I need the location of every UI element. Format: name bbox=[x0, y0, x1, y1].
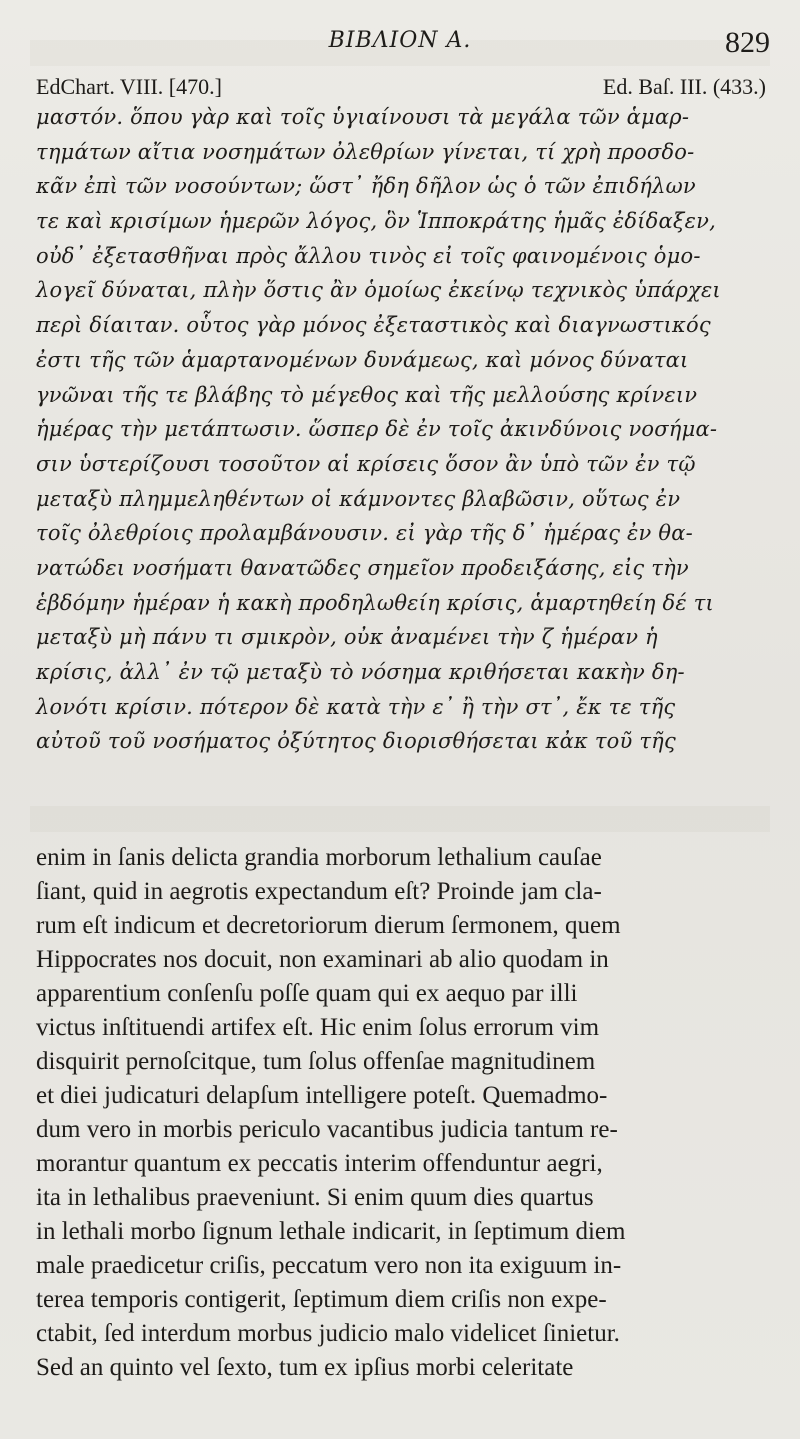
greek-line: μαστόν. ὅπου γὰρ καὶ τοῖς ὑγιαίνουσι τὰ μεγάλα τῶν ἁμαρ- bbox=[36, 105, 690, 129]
latin-line: male praedicetur criſis, peccatum vero non ita exiguum in- bbox=[36, 1252, 622, 1279]
page-number: 829 bbox=[725, 26, 770, 59]
latin-line: ita in lethalibus praeveniunt. Si enim quum dies quartus bbox=[36, 1184, 594, 1211]
greek-line: τε καὶ κρισίμων ἡμερῶν λόγος, ὃν Ἱπποκράτης ἡμᾶς ἐδίδαξεν, bbox=[36, 209, 716, 234]
greek-line: λογεῖ δύναται, πλὴν ὅστις ἂν ὁμοίως ἐκείνῳ τεχνικὸς ὑπάρχει bbox=[36, 278, 721, 303]
latin-line: Sed an quinto vel ſexto, tum ex ipſius morbi celeritate bbox=[36, 1354, 574, 1381]
latin-line: dum vero in morbis periculo vacantibus judicia tantum re- bbox=[36, 1116, 618, 1143]
greek-line: λονότι κρίσιν. πότερον δὲ κατὰ τὴν ε᾽ ἢ τὴν στ᾽, ἔκ τε τῆς bbox=[36, 694, 676, 719]
latin-line: in lethali morbo ſignum lethale indicarit, in ſeptimum diem bbox=[36, 1218, 626, 1245]
latin-line: et diei judicaturi delapſum intelligere poteſt. Quemadmo- bbox=[36, 1082, 608, 1109]
latin-line: ctabit, ſed interdum morbus judicio malo videlicet ſinietur. bbox=[36, 1320, 620, 1347]
latin-line: Hippocrates nos docuit, non examinari ab alio quodam in bbox=[36, 946, 609, 973]
latin-line: apparentium conſenſu poſſe quam qui ex aequo par illi bbox=[36, 980, 578, 1007]
latin-line: victus inſtituendi artifex eſt. Hic enim ſolus errorum vim bbox=[36, 1014, 600, 1041]
edition-reference-chartier: EdChart. VIII. [470.] bbox=[36, 74, 222, 99]
greek-line: γνῶναι τῆς τε βλάβης τὸ μέγεθος καὶ τῆς μελλούσης κρίνειν bbox=[36, 382, 698, 407]
greek-line: μεταξὺ πλημμεληθέντων οἱ κάμνοντες βλαβῶσιν, οὕτως ἐν bbox=[36, 486, 681, 511]
greek-line: ἡμέρας τὴν μετάπτωσιν. ὥσπερ δὲ ἐν τοῖς ἀκινδύνοις νοσήμα- bbox=[36, 417, 718, 442]
running-head-title: ΒΙΒΛΙΟΝ Α. bbox=[328, 28, 472, 53]
latin-line: rum eſt indicum et decretoriorum dierum ſermonem, quem bbox=[36, 912, 621, 939]
greek-line: κᾶν ἐπὶ τῶν νοσούντων; ὥστ᾽ ἤδη δῆλον ὡς ὁ τῶν ἐπιδήλων bbox=[36, 174, 696, 199]
greek-line: νατώδει νοσήματι θανατῶδες σημεῖον προδειξάσης, εἰς τὴν bbox=[36, 555, 689, 580]
greek-text-block bbox=[36, 100, 766, 759]
latin-line: terea temporis contigerit, ſeptimum diem criſis non expe- bbox=[36, 1286, 607, 1313]
greek-line: σιν ὑστερίζουσι τοσοῦτον αἱ κρίσεις ὅσον ἂν ὑπὸ τῶν ἐν τῷ bbox=[36, 451, 696, 476]
show-through-band bbox=[30, 806, 770, 832]
latin-line: enim in ſanis delicta grandia morborum lethalium cauſae bbox=[36, 844, 602, 871]
latin-text-block bbox=[36, 841, 766, 1385]
greek-line: τημάτων αἴτια νοσημάτων ὀλεθρίων γίνεται, τί χρὴ προσδο- bbox=[36, 139, 695, 164]
greek-line: ἐστι τῆς τῶν ἁμαρτανομένων δυνάμεως, καὶ μόνος δύναται bbox=[36, 347, 689, 372]
greek-line: ἑβδόμην ἡμέραν ἡ κακὴ προδηλωθείη κρίσις, ἁμαρτηθείη δέ τι bbox=[36, 590, 714, 615]
latin-line: morantur quantum ex peccatis interim offenduntur aegri, bbox=[36, 1150, 603, 1177]
greek-line: μεταξὺ μὴ πάνυ τι σμικρὸν, οὐκ ἀναμένει τὴν ζ ἡμέραν ἡ bbox=[36, 625, 658, 650]
greek-line: περὶ δίαιταν. οὗτος γὰρ μόνος ἐξεταστικὸς καὶ διαγνωστικός bbox=[36, 313, 711, 338]
greek-line: κρίσις, ἀλλ᾽ ἐν τῷ μεταξὺ τὸ νόσημα κριθήσεται κακὴν δη- bbox=[36, 660, 685, 684]
latin-line: ſiant, quid in aegrotis expectandum eſt? Proinde jam cla- bbox=[36, 878, 602, 905]
greek-line: τοῖς ὀλεθρίοις προλαμβάνουσιν. εἰ γὰρ τῆς δ᾽ ἡμέρας ἐν θα- bbox=[36, 521, 693, 546]
latin-line: disquirit pernoſcitque, tum ſolus offenſae magnitudinem bbox=[36, 1048, 596, 1075]
edition-reference-basel: Ed. Baſ. III. (433.) bbox=[602, 74, 766, 99]
greek-line: οὐδ᾽ ἐξετασθῆναι πρὸς ἄλλου τινὸς εἰ τοῖς φαινομένοις ὁμο- bbox=[36, 243, 701, 268]
greek-line: αὐτοῦ τοῦ νοσήματος ὀξύτητος διορισθήσεται κἀκ τοῦ τῆς bbox=[36, 729, 676, 754]
